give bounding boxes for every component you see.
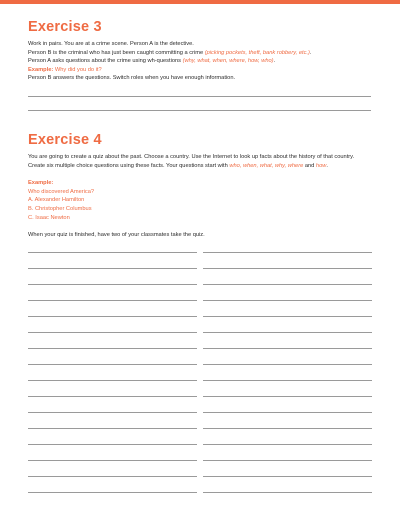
answer-line [28,96,371,97]
answer-column-left [28,252,197,508]
top-accent-bar [0,0,400,4]
line-2-end: . [309,49,312,56]
answer-line [203,444,372,460]
instruction-line-3-text: Person A asks questions about the crime using wh-questions [28,58,183,65]
answer-line [28,284,197,300]
answer-line [28,332,197,348]
exercise-4-instructions [28,153,372,170]
answer-line [28,268,197,284]
instruction-line-2-text: Person B is the criminal who has just been caught committing a crime [28,49,205,56]
example-option-a: A. Alexander Hamilton [28,197,85,204]
answer-line [203,476,372,492]
answer-line [28,412,197,428]
instructions-end: . [326,162,328,169]
worksheet-page [28,18,372,508]
answer-line [203,252,372,268]
example-question: Who discovered America? [28,188,95,195]
answer-line [28,476,197,492]
exercise-4 [28,131,372,508]
line-3-end: . [273,58,276,65]
exercise-4-title: Exercise 4 [28,131,102,148]
answer-line [28,492,197,508]
example-question: Why did you do it? [53,66,102,73]
question-word-how: how [315,162,327,169]
answer-line [203,268,372,284]
example-option-b: B. Christopher Columbus [28,205,92,212]
answer-line [28,300,197,316]
answer-line [203,492,372,508]
answer-line [203,460,372,476]
instructions-text-2: and [303,162,316,169]
answer-line [28,348,197,364]
answer-line [203,380,372,396]
answer-line [203,412,372,428]
wh-question-words: (why, what, when, where, how, who) [182,58,274,65]
answer-line [28,428,197,444]
exercise-3-answer-area [28,96,372,111]
answer-column-right [203,252,372,508]
instruction-line-1: Work in pairs. You are at a crime scene. Person A is the detective. [28,41,194,47]
answer-line [28,316,197,332]
exercise-4-answer-area [28,252,372,508]
question-words-list: who, when, what, why, where [229,162,304,169]
exercise-3-title: Exercise 3 [28,19,102,35]
closing-instruction: When your quiz is finished, have two of your classmates take the quiz. [28,232,205,239]
answer-line [203,348,372,364]
example-line [28,66,372,75]
instructions-text-1: You are going to create a quiz about the past. Choose a country. Use the Internet to look up facts about the history of that country. Create six multiple choice questions using these facts. Your questions start with [28,153,355,169]
answer-line [203,300,372,316]
instruction-line-2 [28,49,372,58]
exercise-3 [28,18,372,111]
answer-line [28,396,197,412]
answer-line [203,332,372,348]
example-label: Example: [28,180,54,187]
answer-line [28,460,197,476]
answer-line [203,428,372,444]
answer-line [203,364,372,380]
answer-line [28,444,197,460]
answer-line [203,284,372,300]
crime-examples: (picking pockets, theft, bank robbery, etc.) [204,49,310,56]
example-label: Example: [28,66,54,73]
answer-line [28,380,197,396]
answer-line [203,396,372,412]
answer-line [28,252,197,268]
answer-line [203,316,372,332]
answer-line [28,364,197,380]
instruction-line-5: Person B answers the questions. Switch roles when you have enough information. [28,75,236,82]
instruction-line-3 [28,57,372,66]
example-option-c: C. Isaac Newton [28,214,70,221]
